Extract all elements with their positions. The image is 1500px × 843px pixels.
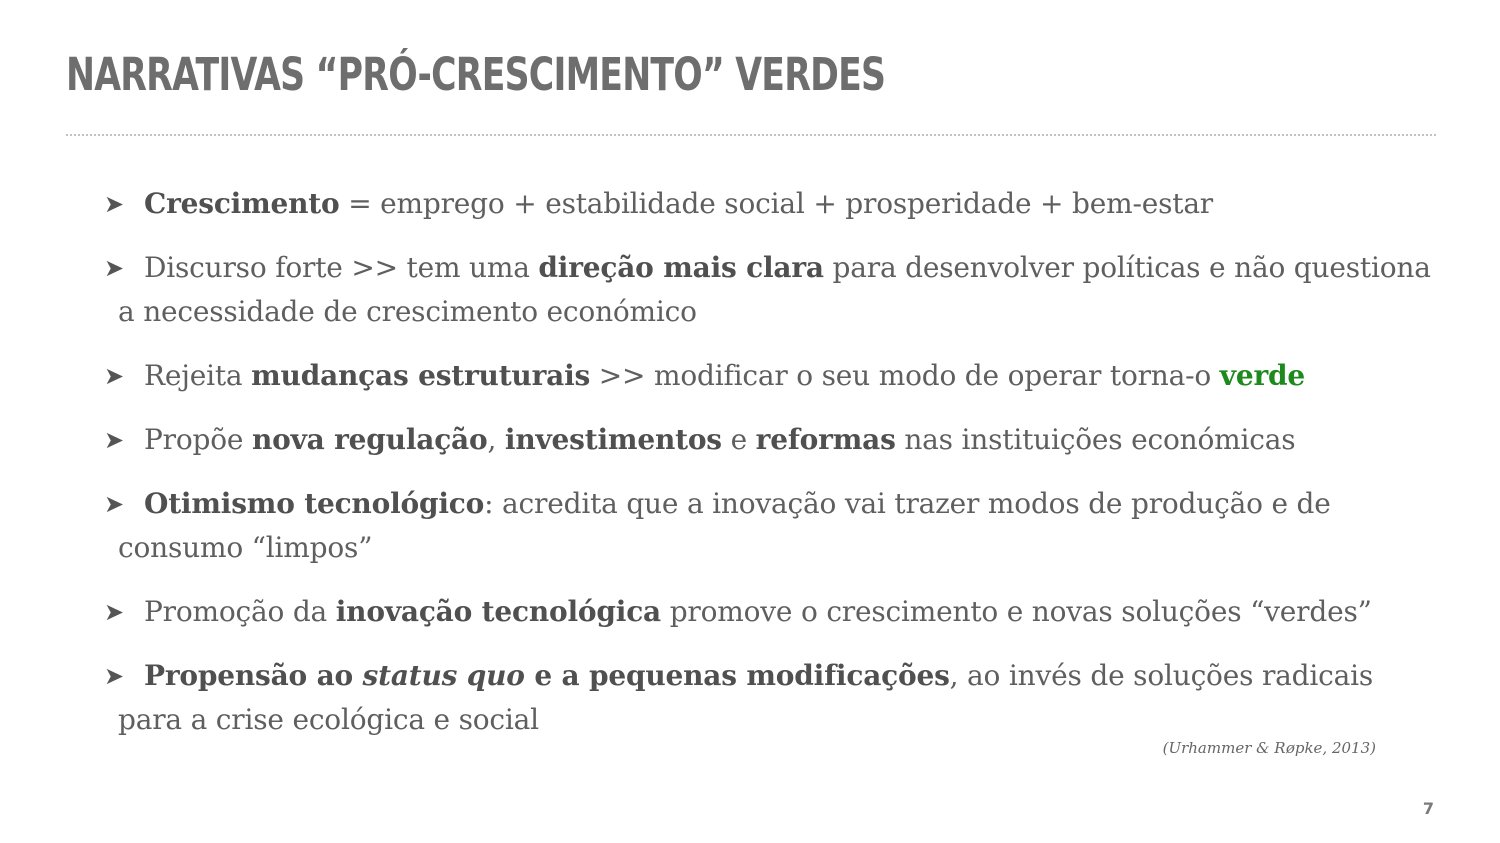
bullet-plain-text: promove o crescimento e novas soluções “verdes” [661, 595, 1372, 628]
bullet-item [104, 654, 1440, 742]
bullet-item [104, 182, 1440, 226]
bullet-bold-italic-text: status quo [362, 659, 525, 692]
arrow-bullet-icon: ➤ [104, 426, 124, 454]
bullet-item [104, 354, 1440, 398]
slide-title: NARRATIVAS “PRÓ-CRESCIMENTO” VERDES [66, 48, 886, 101]
arrow-bullet-icon: ➤ [104, 662, 124, 690]
bullet-text [118, 354, 1440, 398]
bullet-item [104, 482, 1440, 570]
bullet-plain-text: = emprego + estabilidade social + prosperidade + bem-estar [339, 187, 1213, 220]
bullet-bold-text: nova regulação [251, 423, 488, 456]
arrow-bullet-icon: ➤ [104, 362, 124, 390]
bullet-text [118, 482, 1440, 570]
bullet-plain-text: e [721, 423, 756, 456]
bullet-bold-text: Propensão ao [144, 659, 363, 692]
bullet-plain-text: Promoção da [144, 595, 336, 628]
bullet-text [118, 418, 1440, 462]
bullet-plain-text: Rejeita [144, 359, 252, 392]
bullet-plain-text: para desenvolver políticas e não questiona a necessidade de crescimento económico [118, 251, 1431, 328]
arrow-bullet-icon: ➤ [104, 254, 124, 282]
bullet-text [118, 182, 1440, 226]
bullet-bold-text: inovação tecnológica [335, 595, 661, 628]
bullet-plain-text: Propõe [144, 423, 252, 456]
bullet-plain-text: nas instituições económicas [895, 423, 1296, 456]
bullet-item [104, 418, 1440, 462]
bullet-item [104, 590, 1440, 634]
bullet-bold-text: Crescimento [144, 187, 340, 220]
bullet-text [118, 590, 1440, 634]
citation: (Urhammer & Røpke, 2013) [1162, 739, 1376, 757]
bullet-plain-text: , ao invés de soluções radicais para a crise ecológica e social [118, 659, 1373, 736]
bullet-bold-text: investimentos [504, 423, 722, 456]
bullet-bold-text: reformas [755, 423, 896, 456]
bullet-plain-text: , [487, 423, 505, 456]
bullet-bold-text: direção mais clara [538, 251, 824, 284]
bullet-plain-text: : acredita que a inovação vai trazer modos de produção e de consumo “limpos” [118, 487, 1331, 564]
bullet-green-text: verde [1219, 359, 1305, 392]
bullet-list [104, 182, 1440, 762]
bullet-text [118, 246, 1440, 334]
arrow-bullet-icon: ➤ [104, 490, 124, 518]
bullet-bold-text: mudanças estruturais [251, 359, 591, 392]
bullet-text [118, 654, 1440, 742]
bullet-bold-text: e a pequenas modificações [524, 659, 950, 692]
bullet-plain-text: Discurso forte >> tem uma [144, 251, 539, 284]
arrow-bullet-icon: ➤ [104, 190, 124, 218]
page-number: 7 [1422, 799, 1434, 818]
bullet-plain-text: >> modificar o seu modo de operar torna-o [590, 359, 1220, 392]
arrow-bullet-icon: ➤ [104, 598, 124, 626]
bullet-item [104, 246, 1440, 334]
bullet-bold-text: Otimismo tecnológico [144, 487, 485, 520]
title-divider [66, 134, 1436, 136]
